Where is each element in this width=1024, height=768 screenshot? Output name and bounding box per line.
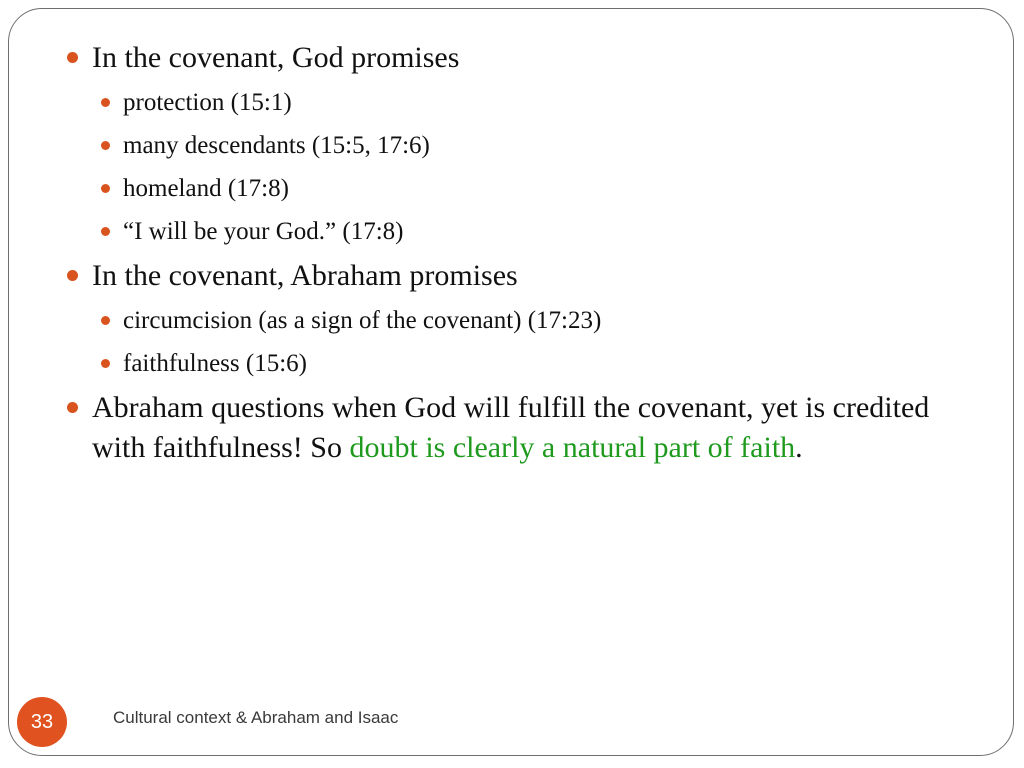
sub-bullet-item <box>64 170 969 207</box>
bullet-icon <box>101 316 110 325</box>
sub-bullet-text: homeland (17:8) <box>123 175 289 202</box>
bullet-icon <box>67 402 78 413</box>
bullet-item <box>64 38 969 78</box>
sub-bullet-list <box>64 84 969 250</box>
sub-bullet-text: many descendants (15:5, 17:6) <box>123 132 430 159</box>
page-number-badge: 33 <box>17 697 67 747</box>
bullet-text-part: Abraham questions when God will fulfill the covenant, yet is credited with faithfulness! So <box>92 391 930 464</box>
sub-bullet-item <box>64 302 969 339</box>
bullet-item <box>64 256 969 296</box>
sub-bullet-text: circumcision (as a sign of the covenant) (17:23) <box>123 307 602 334</box>
sub-bullet-list <box>64 302 969 382</box>
sub-bullet-text: “I will be your God.” (17:8) <box>123 218 404 245</box>
sub-bullet-item <box>64 127 969 164</box>
sub-bullet-item <box>64 213 969 250</box>
bullet-list <box>64 38 969 474</box>
bullet-icon <box>101 227 110 236</box>
bullet-text: In the covenant, God promises <box>92 41 460 74</box>
sub-bullet-text: protection (15:1) <box>123 89 292 116</box>
bullet-item <box>64 388 969 468</box>
bullet-icon <box>101 141 110 150</box>
sub-bullet-item <box>64 84 969 121</box>
sub-bullet-item <box>64 345 969 382</box>
slide-footer: Cultural context & Abraham and Isaac <box>113 708 399 727</box>
bullet-text-part: . <box>795 431 803 464</box>
highlighted-text: doubt is clearly a natural part of faith <box>349 431 796 464</box>
bullet-icon <box>101 184 110 193</box>
bullet-icon <box>101 359 110 368</box>
bullet-text: In the covenant, Abraham promises <box>92 259 518 292</box>
bullet-icon <box>67 270 78 281</box>
bullet-icon <box>67 52 78 63</box>
sub-bullet-text: faithfulness (15:6) <box>123 350 307 377</box>
bullet-icon <box>101 98 110 107</box>
